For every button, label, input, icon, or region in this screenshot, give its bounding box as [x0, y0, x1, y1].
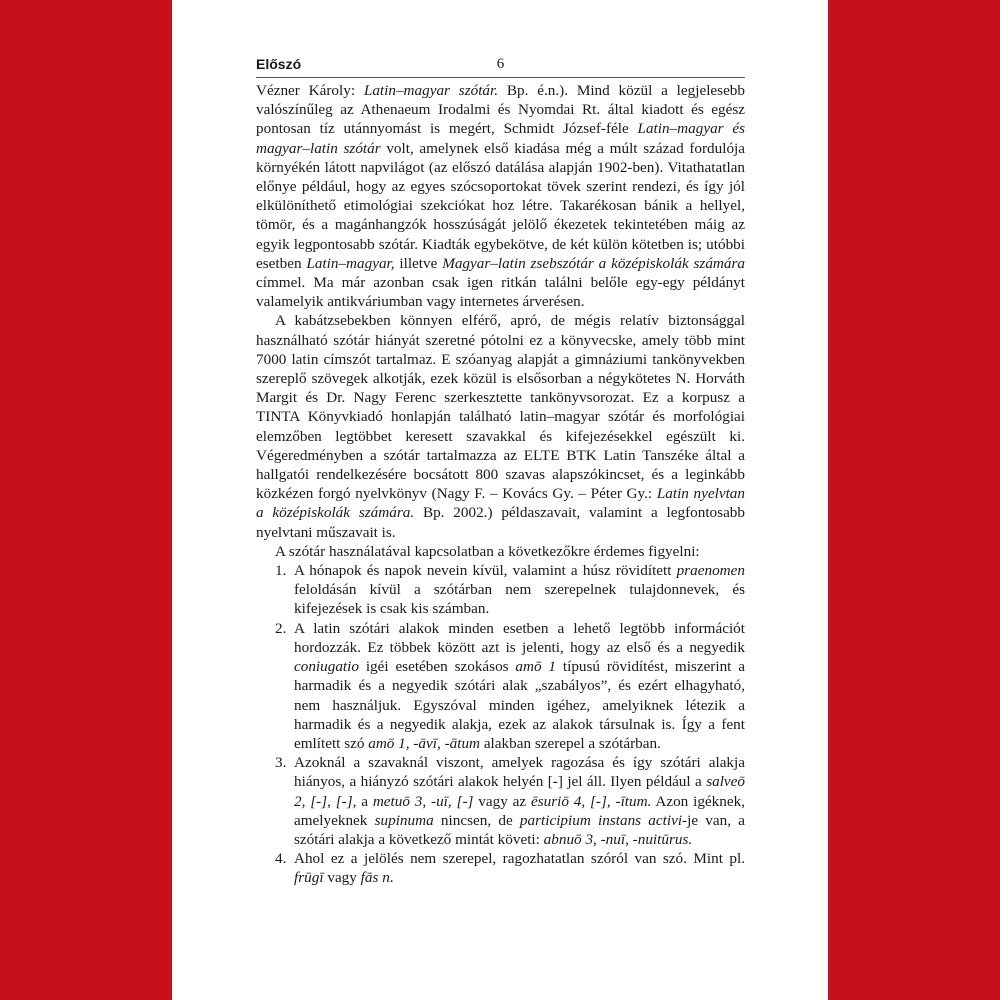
list-item-number: 4.: [275, 850, 287, 868]
italic-text: salveō 2, [-], [-],: [294, 773, 745, 810]
book-page: [172, 0, 828, 1000]
italic-text: supinuma: [374, 811, 434, 829]
running-title: Előszó: [256, 56, 302, 72]
text-run: alakban szerepel a szótárban.: [480, 734, 661, 752]
list-item: [256, 849, 745, 887]
italic-text: Magyar–latin zsebszótár a középiskolák számára: [442, 254, 745, 272]
list-item-number: 2.: [275, 619, 287, 637]
italic-text: Latin–magyar,: [306, 254, 395, 272]
list-item: [256, 561, 745, 619]
page-number: 6: [496, 56, 505, 72]
italic-text: fās n: [360, 869, 390, 887]
text-run: Bp. 2002.) példaszavait, valamint a legfontosabb nyelvtani műszavait is.: [256, 504, 745, 541]
list-item: [256, 753, 745, 849]
paragraph: [256, 311, 745, 541]
text-run: volt, amelynek első kiadása még a múlt század fordulója környékén látott napvilágot (az előszó datálása alapján 1902-ben). Vitathatatlan előnye például, hogy az egyes szócsoportokat tövek szerint rendezi, és így jól elkülöníthető etimológiai szekciókat hoz létre. Takarékosan bánik a hellyel, tömör, és a magánhangzók hosszúságát jelölő ékezetek tekintetében máig az egyik legpontosabb szótár. Kiadták egybekötve, de két külön kötetben is; utóbbi esetben: [256, 139, 745, 272]
text-run: A hónapok és napok nevein kívül, valamint a húsz rövidített: [294, 562, 677, 580]
italic-text: participium instans activi: [519, 811, 683, 829]
italic-text: ēsuriō 4, [-], -ītum.: [530, 792, 652, 810]
page-header: [256, 55, 745, 78]
text-run: illetve: [394, 254, 443, 272]
text-run: A szótár használatával kapcsolatban a következőkre érdemes figyelni:: [275, 542, 700, 560]
text-run: a: [356, 792, 373, 810]
list-item: [256, 619, 745, 753]
text-run: feloldásán kívül a szótárban nem szerepelnek tulajdonnevek, és kifejezések is csak kis számban.: [294, 581, 745, 618]
italic-text: amō 1, -āvī, -ātum: [368, 734, 481, 752]
text-run: címmel. Ma már azonban csak igen ritkán találni belőle egy-egy példányt valamelyik antikváriumban vagy internetes árverésen.: [256, 274, 745, 311]
text-run: vagy az: [473, 792, 531, 810]
italic-text: frūgī: [294, 869, 324, 887]
italic-text: abnuō 3, -nuī, -nuitūrus.: [543, 830, 693, 848]
text-run: -je van, a szótári alakja a következő mintát követi:: [294, 811, 745, 848]
italic-text: coniugatio: [294, 658, 359, 676]
list-item-number: 1.: [275, 562, 287, 580]
italic-text: amō 1: [515, 658, 557, 676]
italic-text: Latin–magyar és magyar–latin szótár: [256, 120, 746, 157]
list-item-number: 3.: [275, 754, 287, 772]
text-run: vagy: [323, 869, 361, 887]
text-run: nincsen, de: [433, 811, 520, 829]
paragraphs: [256, 81, 745, 561]
text-run: Azoknál a szavaknál viszont, amelyek ragozása és így szótári alakja hiányos, a hiányzó szótári alakok helyén [-] jel áll. Ilyen például a: [294, 754, 745, 791]
text-run: Bp. é.n.). Mind közül a legjelesebb valószínűleg az Athenaeum Irodalmi és Nyomdai Rt. által kiadott és egész pontosan tíz utánnyomást is megért, Schmidt József-féle: [256, 82, 745, 138]
text-run: típusú rövidítést, miszerint a harmadik és a negyedik szótári alak „szabályos”, és ezért elhagyható, nem használjuk. Egyszóval minden igéhez, amelyiknek létezik a harmadik és a negyedik alakja, ezek az alakok társulnak is. Így a fent említett szó: [294, 658, 745, 752]
text-run: .: [389, 869, 394, 887]
text-run: Ahol ez a jelölés nem szerepel, ragozhatatlan szóról van szó. Mint pl.: [294, 850, 745, 868]
text-run: Vézner Károly:: [256, 82, 364, 99]
italic-text: praenomen: [676, 562, 745, 580]
italic-text: Latin nyelvtan a középiskolák számára.: [256, 485, 745, 522]
paragraph: [256, 81, 745, 311]
italic-text: Latin–magyar szótár.: [363, 82, 499, 99]
body-text: [256, 81, 745, 888]
text-run: Azon igéknek, amelyeknek: [294, 792, 745, 829]
paragraph: [256, 542, 745, 561]
numbered-list: [256, 561, 745, 887]
text-run: igéi esetében szokásos: [358, 658, 516, 676]
italic-text: metuō 3, -uī, [-]: [372, 792, 474, 810]
text-run: A latin szótári alakok minden esetben a lehető legtöbb információt hordozzák. Ez többek között azt is jelenti, hogy az első és a negyedik: [294, 619, 745, 656]
text-run: A kabátzsebekben könnyen elférő, apró, de mégis relatív biztonsággal használható szótár hiányát szeretné pótolni ez a könyvecske, amely több mint 7000 latin címszót tartalmaz. E szóanyag alapját a gimnáziumi tankönyvekben szereplő szövegek alkotják, ezek közül is elsősorban a négykötetes N. Horváth Margit és Dr. Nagy Ferenc szerkesztette tankönyvsorozat. Ez a korpusz a TINTA Könyvkiadó honlapján található latin–magyar szótár és morfológiai elemzőben legtöbbet keresett szavakkal és kifejezésekkel egészült ki. Végeredményben a szótár tartalmazza az ELTE BTK Latin Tanszéke által a hallgatói rendelkezésére bocsátott 800 szavas alapszókincset, és a leginkább közkézen forgó nyelvkönyv (Nagy F. – Kovács Gy. – Péter Gy.:: [256, 312, 745, 503]
